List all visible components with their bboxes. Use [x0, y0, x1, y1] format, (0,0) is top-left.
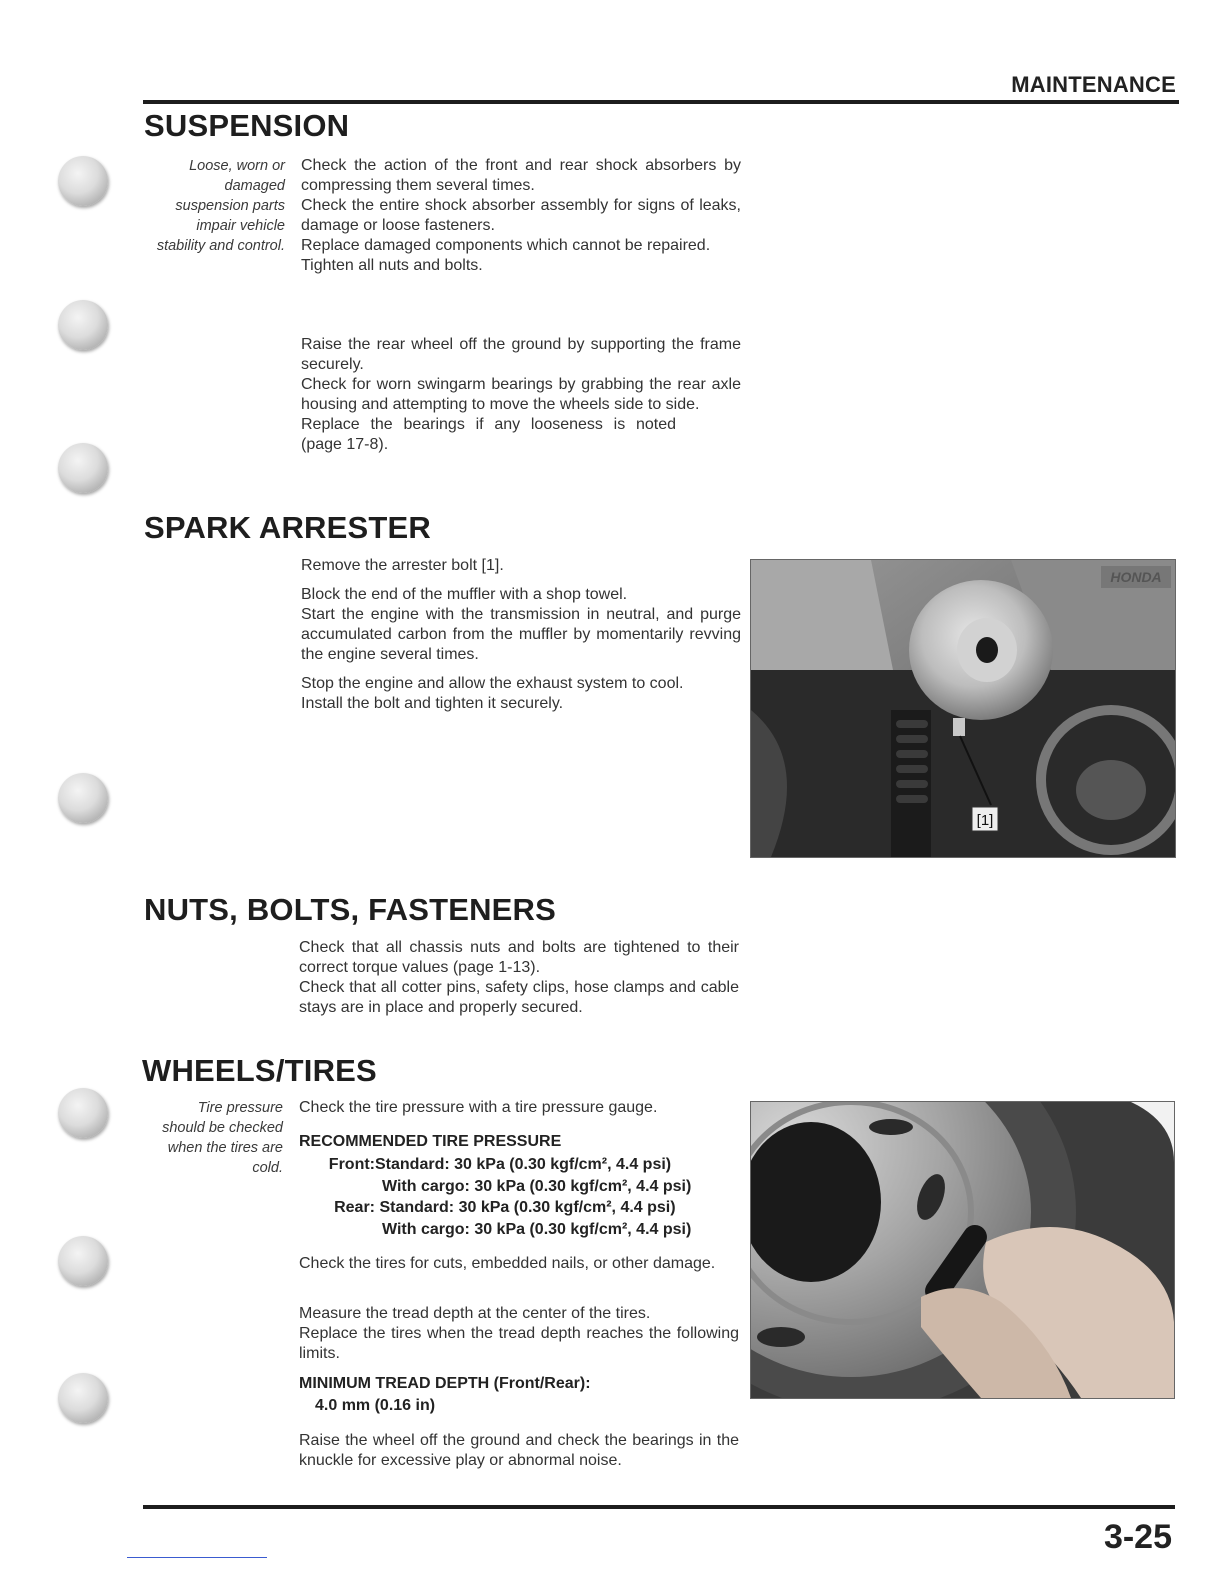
- paragraph: Replace the tires when the tread depth reaches the following limits.: [299, 1325, 739, 1362]
- side-note-line: Loose, worn or: [189, 158, 285, 174]
- callout-label: [1]: [976, 812, 994, 829]
- pressure-row-rear-cargo: [299, 1219, 749, 1241]
- top-rule: [143, 100, 1179, 104]
- rear-label: Rear:: [334, 1199, 375, 1216]
- front-label: Front:: [328, 1156, 375, 1173]
- pressure-row-rear-standard: [299, 1197, 749, 1219]
- front-standard-value: 30 kPa (0.30 kgf/cm², 4.4 psi): [454, 1156, 672, 1173]
- paragraph: Replace the bearings if any looseness is noted (page 17-8).: [301, 416, 676, 453]
- paragraph: Check for worn swingarm bearings by grabbing the rear axle housing and attempting to move the wheels side to side.: [301, 376, 741, 413]
- pressure-heading: RECOMMENDED TIRE PRESSURE: [299, 1133, 562, 1150]
- binder-hole: [58, 1373, 108, 1423]
- min-tread-value: 4.0 mm (0.16 in): [315, 1397, 436, 1414]
- side-note-line: stability and control.: [156, 238, 285, 254]
- min-tread-heading: MINIMUM TREAD DEPTH (Front/Rear):: [299, 1375, 591, 1392]
- spark-arrester-photo: [750, 559, 1176, 858]
- tire-gauge-illustration: [751, 1102, 1174, 1398]
- rear-standard-value: 30 kPa (0.30 kgf/cm², 4.4 psi): [458, 1199, 676, 1216]
- binder-hole: [58, 300, 108, 350]
- tire-gauge-photo: [750, 1101, 1175, 1399]
- cargo-label: With cargo:: [382, 1220, 470, 1238]
- paragraph: Block the end of the muffler with a shop towel.: [301, 586, 628, 603]
- spark-arrester-title: SPARK ARRESTER: [144, 510, 431, 545]
- side-note-line: suspension parts: [175, 198, 285, 214]
- paragraph: Check the action of the front and rear shock absorbers by compressing them several times.: [301, 157, 741, 194]
- side-note-line: should be checked: [162, 1120, 283, 1136]
- wheels-title: WHEELS/TIRES: [142, 1053, 377, 1088]
- tire-cuts-text: Check the tires for cuts, embedded nails, or other damage.: [299, 1255, 716, 1272]
- wheels-intro: Check the tire pressure with a tire pressure gauge.: [299, 1099, 658, 1116]
- pressure-row-front-cargo: [299, 1176, 749, 1198]
- section-header-label: MAINTENANCE: [1011, 72, 1176, 97]
- paragraph: Measure the tread depth at the center of the tires.: [299, 1305, 651, 1322]
- fasteners-text: [299, 938, 739, 1018]
- binder-hole: [58, 443, 108, 493]
- standard-label: Standard:: [379, 1199, 455, 1216]
- muffler-illustration: [751, 560, 1175, 857]
- suspension-title: SUSPENSION: [144, 108, 350, 143]
- binder-hole: [58, 156, 108, 206]
- side-note-line: when the tires are: [167, 1140, 283, 1156]
- page-number: 3-25: [1103, 1518, 1172, 1556]
- cargo-label: With cargo:: [382, 1177, 470, 1195]
- paragraph: Remove the arrester bolt [1].: [301, 557, 504, 574]
- paragraph: Raise the rear wheel off the ground by supporting the frame securely.: [301, 336, 741, 373]
- paragraph: Check that all chassis nuts and bolts are tightened to their correct torque values (page 1-13).: [299, 939, 739, 976]
- suspension-block-1: [301, 156, 741, 276]
- link-underline: [127, 1557, 267, 1558]
- suspension-side-note: [140, 156, 285, 256]
- wheels-side-note: [138, 1098, 283, 1178]
- spark-arrester-text: [301, 556, 741, 714]
- bearing-check-text: Raise the wheel off the ground and check the bearings in the knuckle for excessive play or abnormal noise.: [299, 1432, 739, 1469]
- photo-brand-text: HONDA: [1110, 569, 1162, 585]
- binder-hole: [58, 1088, 108, 1138]
- binder-hole: [58, 773, 108, 823]
- side-note-line: cold.: [252, 1160, 283, 1176]
- side-note-line: Tire pressure: [197, 1100, 283, 1116]
- suspension-block-2: [301, 335, 741, 455]
- binder-hole: [58, 1236, 108, 1286]
- paragraph: Check the entire shock absorber assembly for signs of leaks, damage or loose fasteners.: [301, 197, 741, 234]
- paragraph: Install the bolt and tighten it securely.: [301, 695, 564, 712]
- paragraph: Start the engine with the transmission in neutral, and purge accumulated carbon from the muffler by momentarily revving the engine several times.: [301, 606, 741, 663]
- bottom-rule: [143, 1505, 1175, 1509]
- standard-label: Standard:: [375, 1156, 450, 1173]
- pressure-table: [299, 1154, 749, 1240]
- fasteners-title: NUTS, BOLTS, FASTENERS: [144, 892, 557, 927]
- paragraph: Replace damaged components which cannot be repaired.: [301, 237, 711, 254]
- paragraph: Tighten all nuts and bolts.: [301, 257, 483, 274]
- paragraph: Stop the engine and allow the exhaust system to cool.: [301, 675, 684, 692]
- pressure-row-front-standard: [299, 1154, 749, 1176]
- front-cargo-value: 30 kPa (0.30 kgf/cm², 4.4 psi): [474, 1177, 692, 1195]
- rear-cargo-value: 30 kPa (0.30 kgf/cm², 4.4 psi): [474, 1220, 692, 1238]
- side-note-line: impair vehicle: [196, 218, 285, 234]
- tread-text: [299, 1304, 739, 1364]
- side-note-line: damaged: [224, 178, 285, 194]
- paragraph: Check that all cotter pins, safety clips, hose clamps and cable stays are in place and properly secured.: [299, 979, 739, 1016]
